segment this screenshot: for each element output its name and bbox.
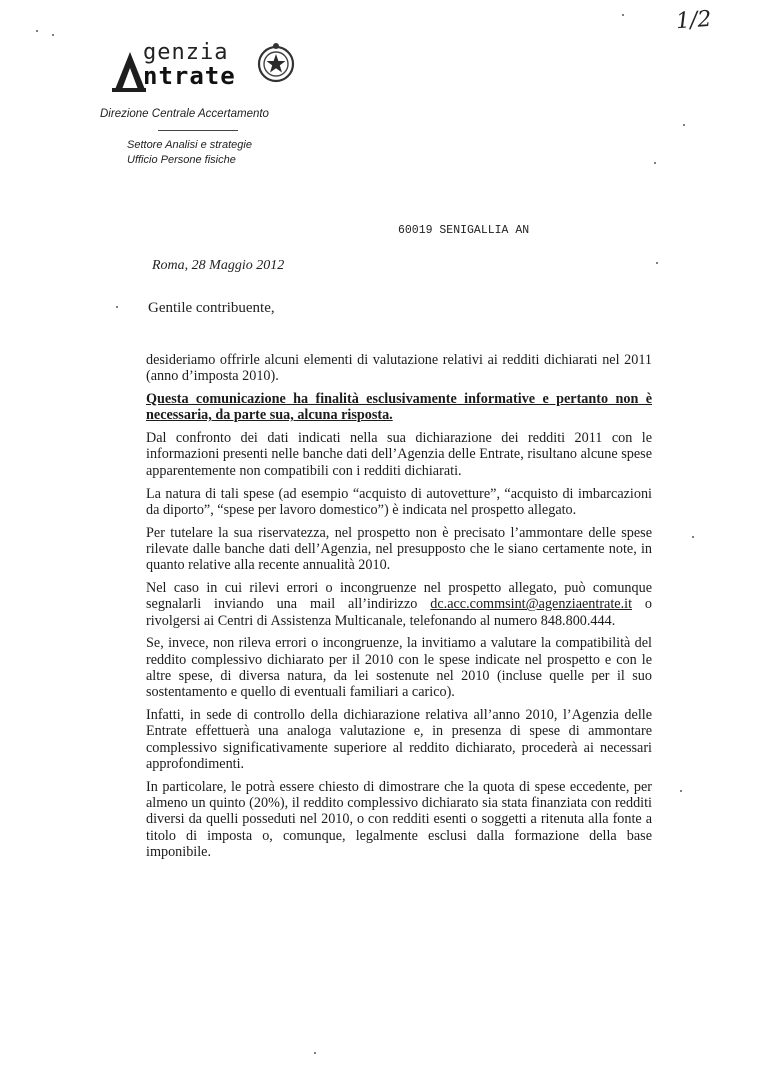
office-line: Ufficio Persone fisiche [127, 154, 236, 166]
department-name: Direzione Centrale Accertamento [100, 108, 269, 120]
logo-word-genzia: genzia [143, 40, 229, 65]
paragraph-expense-types: La natura di tali spese (ad esempio “acquisto di autovetture”, “acquisto di imbarcazioni da diporto”, “spese per lavoro domestico”) è indicata nel prospetto allegato. [146, 485, 652, 518]
paragraph-comparison: Dal confronto dei dati indicati nella sua dichiarazione dei redditi 2011 con le informazioni presenti nelle banche dati dell’Agenzia delle Entrate, risultano alcune spese apparentemente non compatibili con i redditi dichiarati. [146, 430, 652, 479]
recipient-address: 60019 SENIGALLIA AN [398, 224, 530, 237]
svg-text:A: A [129, 78, 131, 79]
scan-speck [36, 30, 38, 32]
scan-speck [52, 34, 54, 36]
scan-speck [116, 306, 118, 308]
paragraph-compatibility: Se, invece, non rileva errori o incongruenze, la invitiamo a valutare la compatibilità del reddito complessivo dichiarato per il 2010 con le spese indicate nel prospetto e con le altre spese, di diversa natura, da lei sostenute nel 2010 (incluse quelle per il suo sostentamento e quello di eventuali familiari a carico). [146, 635, 652, 701]
scan-speck [692, 536, 694, 538]
logo-word-ntrate: ntrate [143, 62, 236, 90]
salutation: Gentile contribuente, [148, 300, 275, 316]
paragraph-privacy: Per tutelare la sua riservatezza, nel prospetto non è precisato l’ammontare delle spese rilevate dalle banche dati dell’Agenzia, nel presupposto che le siano certamente note, in quanto relative alla recente annualità 2010. [146, 524, 652, 574]
sector-info [127, 138, 252, 168]
errors-text-before: Nel caso in cui rilevi errori o incongruenze nel prospetto allegato, può comunque segnalarli inviando una mail all’indirizzo [146, 580, 652, 613]
scan-speck [314, 1052, 316, 1054]
paragraph-control: Infatti, in sede di controllo della dichiarazione relativa all’anno 2010, l’Agenzia delle Entrate effettuerà una analoga valutazione e, in presenza di spese di ammontare complessivo significativamente superiore al reddito dichiarato, procederà ai necessari approfondimenti. [146, 707, 652, 773]
paragraph-notice: Questa comunicazione ha finalità esclusivamente informative e pertanto non è necessaria, da parte sua, alcuna risposta. [146, 390, 652, 423]
contact-email-link[interactable]: dc.acc.commsint@agenziaentrate.it [430, 596, 633, 613]
scan-speck [656, 262, 658, 264]
sector-line: Settore Analisi e strategie [127, 139, 252, 151]
letter-date: Roma, 28 Maggio 2012 [152, 258, 285, 273]
agenzia-entrate-logo [100, 38, 300, 100]
divider [158, 130, 238, 131]
scan-speck [683, 124, 685, 126]
scan-speck [654, 162, 656, 164]
scan-speck [622, 14, 624, 16]
scan-speck [680, 790, 682, 792]
paragraph-intro: desideriamo offrirle alcuni elementi di valutazione relativi ai redditi dichiarati nel 2011 (anno d’imposta 2010). [146, 352, 652, 385]
paragraph-proof: In particolare, le potrà essere chiesto di dimostrare che la quota di spese eccedente, per almeno un quinto (20%), il reddito complessivo dichiarato sia stata finanziata con redditi diversi da quelli posseduti nel 2010, o con redditi esenti o soggetti a ritenuta alla fonte a titolo di imposta o, comunque, legalmente esclusi dalla formazione della base imponibile. [146, 778, 652, 861]
republic-emblem-icon [256, 42, 296, 86]
letter-body [146, 352, 652, 867]
paragraph-errors [146, 580, 652, 629]
page-number: 1/2 [675, 6, 713, 35]
errors-text-after: o rivolgersi ai Centri di Assistenza Multicanale, telefonando al numero 848.800.444. [146, 596, 652, 629]
